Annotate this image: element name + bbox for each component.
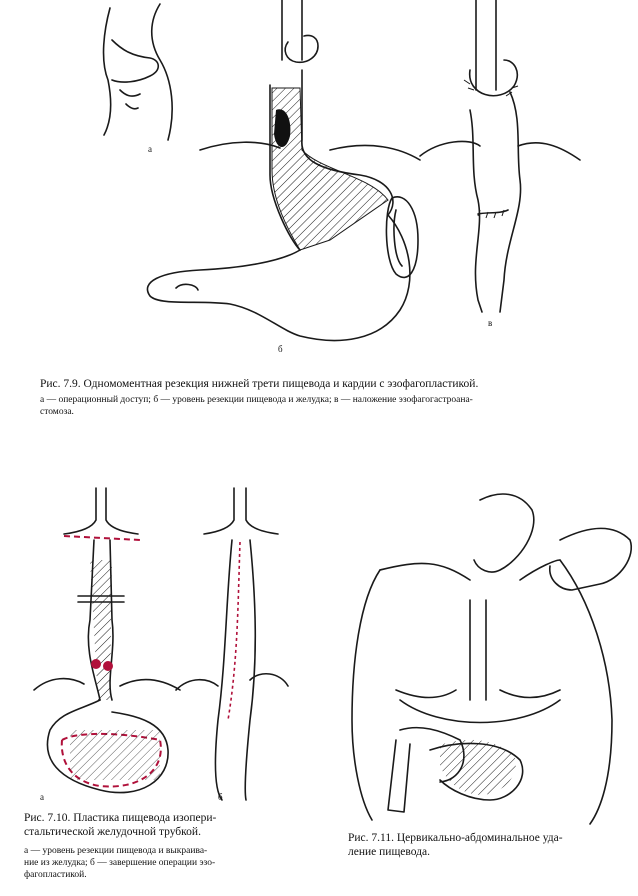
fig711-caption-line1: Рис. 7.11. Цервикально-абдоминальное уда- bbox=[348, 832, 563, 844]
fig79-caption: Рис. 7.9. Одномоментная резекция нижней трети пищевода и кардии с эзофагопластикой. bbox=[40, 378, 479, 390]
fig710-caption-line1: Рис. 7.10. Пластика пищевода изопери- bbox=[24, 812, 217, 824]
fig710-legend-line1: а — уровень резекции пищевода и выкраива- bbox=[24, 846, 208, 856]
fig710-label-b: б bbox=[218, 792, 223, 802]
fig79-legend-line2: стомоза. bbox=[40, 407, 74, 417]
fig79-label-v: в bbox=[488, 318, 493, 328]
fig79-legend-line1: а — операционный доступ; б — уровень резекции пищевода и желудка; в — наложение эзофагогастроана- bbox=[40, 395, 473, 405]
fig79-label-b: б bbox=[278, 344, 283, 354]
fig79-label-a: а bbox=[148, 144, 152, 154]
fig710-legend-line3: фагопластикой. bbox=[24, 870, 87, 880]
fig711-caption-line2: ление пищевода. bbox=[348, 846, 430, 858]
fig710-legend-line2: ние из желудка; б — завершение операции эзо- bbox=[24, 858, 216, 868]
fig710-label-a: а bbox=[40, 792, 44, 802]
fig710-caption-line2: стальтической желудочной трубкой. bbox=[24, 826, 201, 838]
